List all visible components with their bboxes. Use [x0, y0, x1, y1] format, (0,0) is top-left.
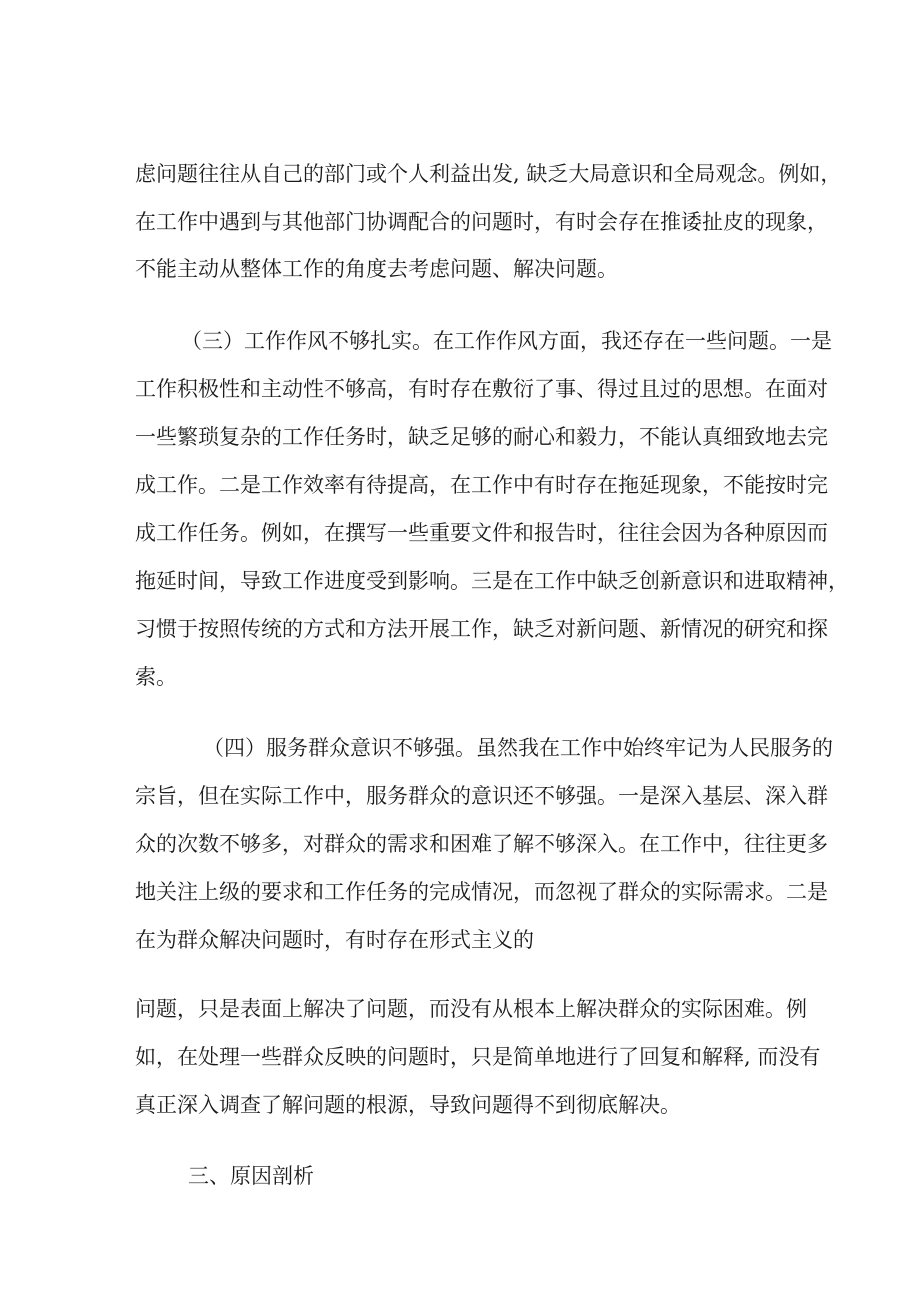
paragraph-line: 真正深入调查了解问题的根源，导致问题得不到彻底解决。 [135, 1093, 681, 1117]
paragraph-line: 众的次数不够多，对群众的需求和困难了解不够深入。在工作中，往往更多 [135, 832, 828, 856]
section-heading: 三、原因剖析 [188, 1164, 314, 1188]
paragraph-line: 在为群众解决问题时，有时存在形式主义的 [135, 928, 534, 952]
paragraph-line: 拖延时间，导致工作进度受到影响。三是在工作中缺乏创新意识和进取精神， [135, 569, 849, 593]
paragraph-line: 虑问题往往从自己的部门或个人利益出发, 缺乏大局意识和全局观念。例如， [135, 162, 842, 186]
paragraph-line: 在工作中遇到与其他部门协调配合的问题时，有时会存在推诿扯皮的现象， [135, 210, 828, 234]
paragraph-line: 问题，只是表面上解决了问题，而没有从根本上解决群众的实际困难。例 [135, 997, 807, 1021]
paragraph-line: 成工作任务。例如，在撰写一些重要文件和报告时，往往会因为各种原因而 [135, 521, 828, 545]
paragraph-line: 习惯于按照传统的方式和方法开展工作，缺乏对新问题、新情况的研究和探 [135, 617, 828, 641]
paragraph-line: 不能主动从整体工作的角度去考虑问题、解决问题。 [135, 257, 618, 281]
paragraph-line: 工作积极性和主动性不够高，有时存在敷衍了事、得过且过的思想。在面对 [135, 377, 828, 401]
paragraph-line: 如，在处理一些群众反映的问题时，只是简单地进行了回复和解释, 而没有 [135, 1045, 821, 1069]
paragraph-line: 成工作。二是工作效率有待提高，在工作中有时存在拖延现象，不能按时完 [135, 473, 828, 497]
paragraph-line: 一些繁琐复杂的工作任务时，缺乏足够的耐心和毅力，不能认真细致地去完 [135, 425, 828, 449]
paragraph-heading-line: （四）服务群众意识不够强。虽然我在工作中始终牢记为人民服务的 [203, 736, 833, 760]
paragraph-line: 宗旨，但在实际工作中，服务群众的意识还不够强。一是深入基层、深入群 [135, 784, 828, 808]
paragraph-line: 地关注上级的要求和工作任务的完成情况，而忽视了群众的实际需求。二是 [135, 880, 828, 904]
paragraph-heading-line: （三）工作作风不够扎实。在工作作风方面，我还存在一些问题。一是 [181, 329, 832, 353]
paragraph-line: 索。 [135, 665, 177, 689]
